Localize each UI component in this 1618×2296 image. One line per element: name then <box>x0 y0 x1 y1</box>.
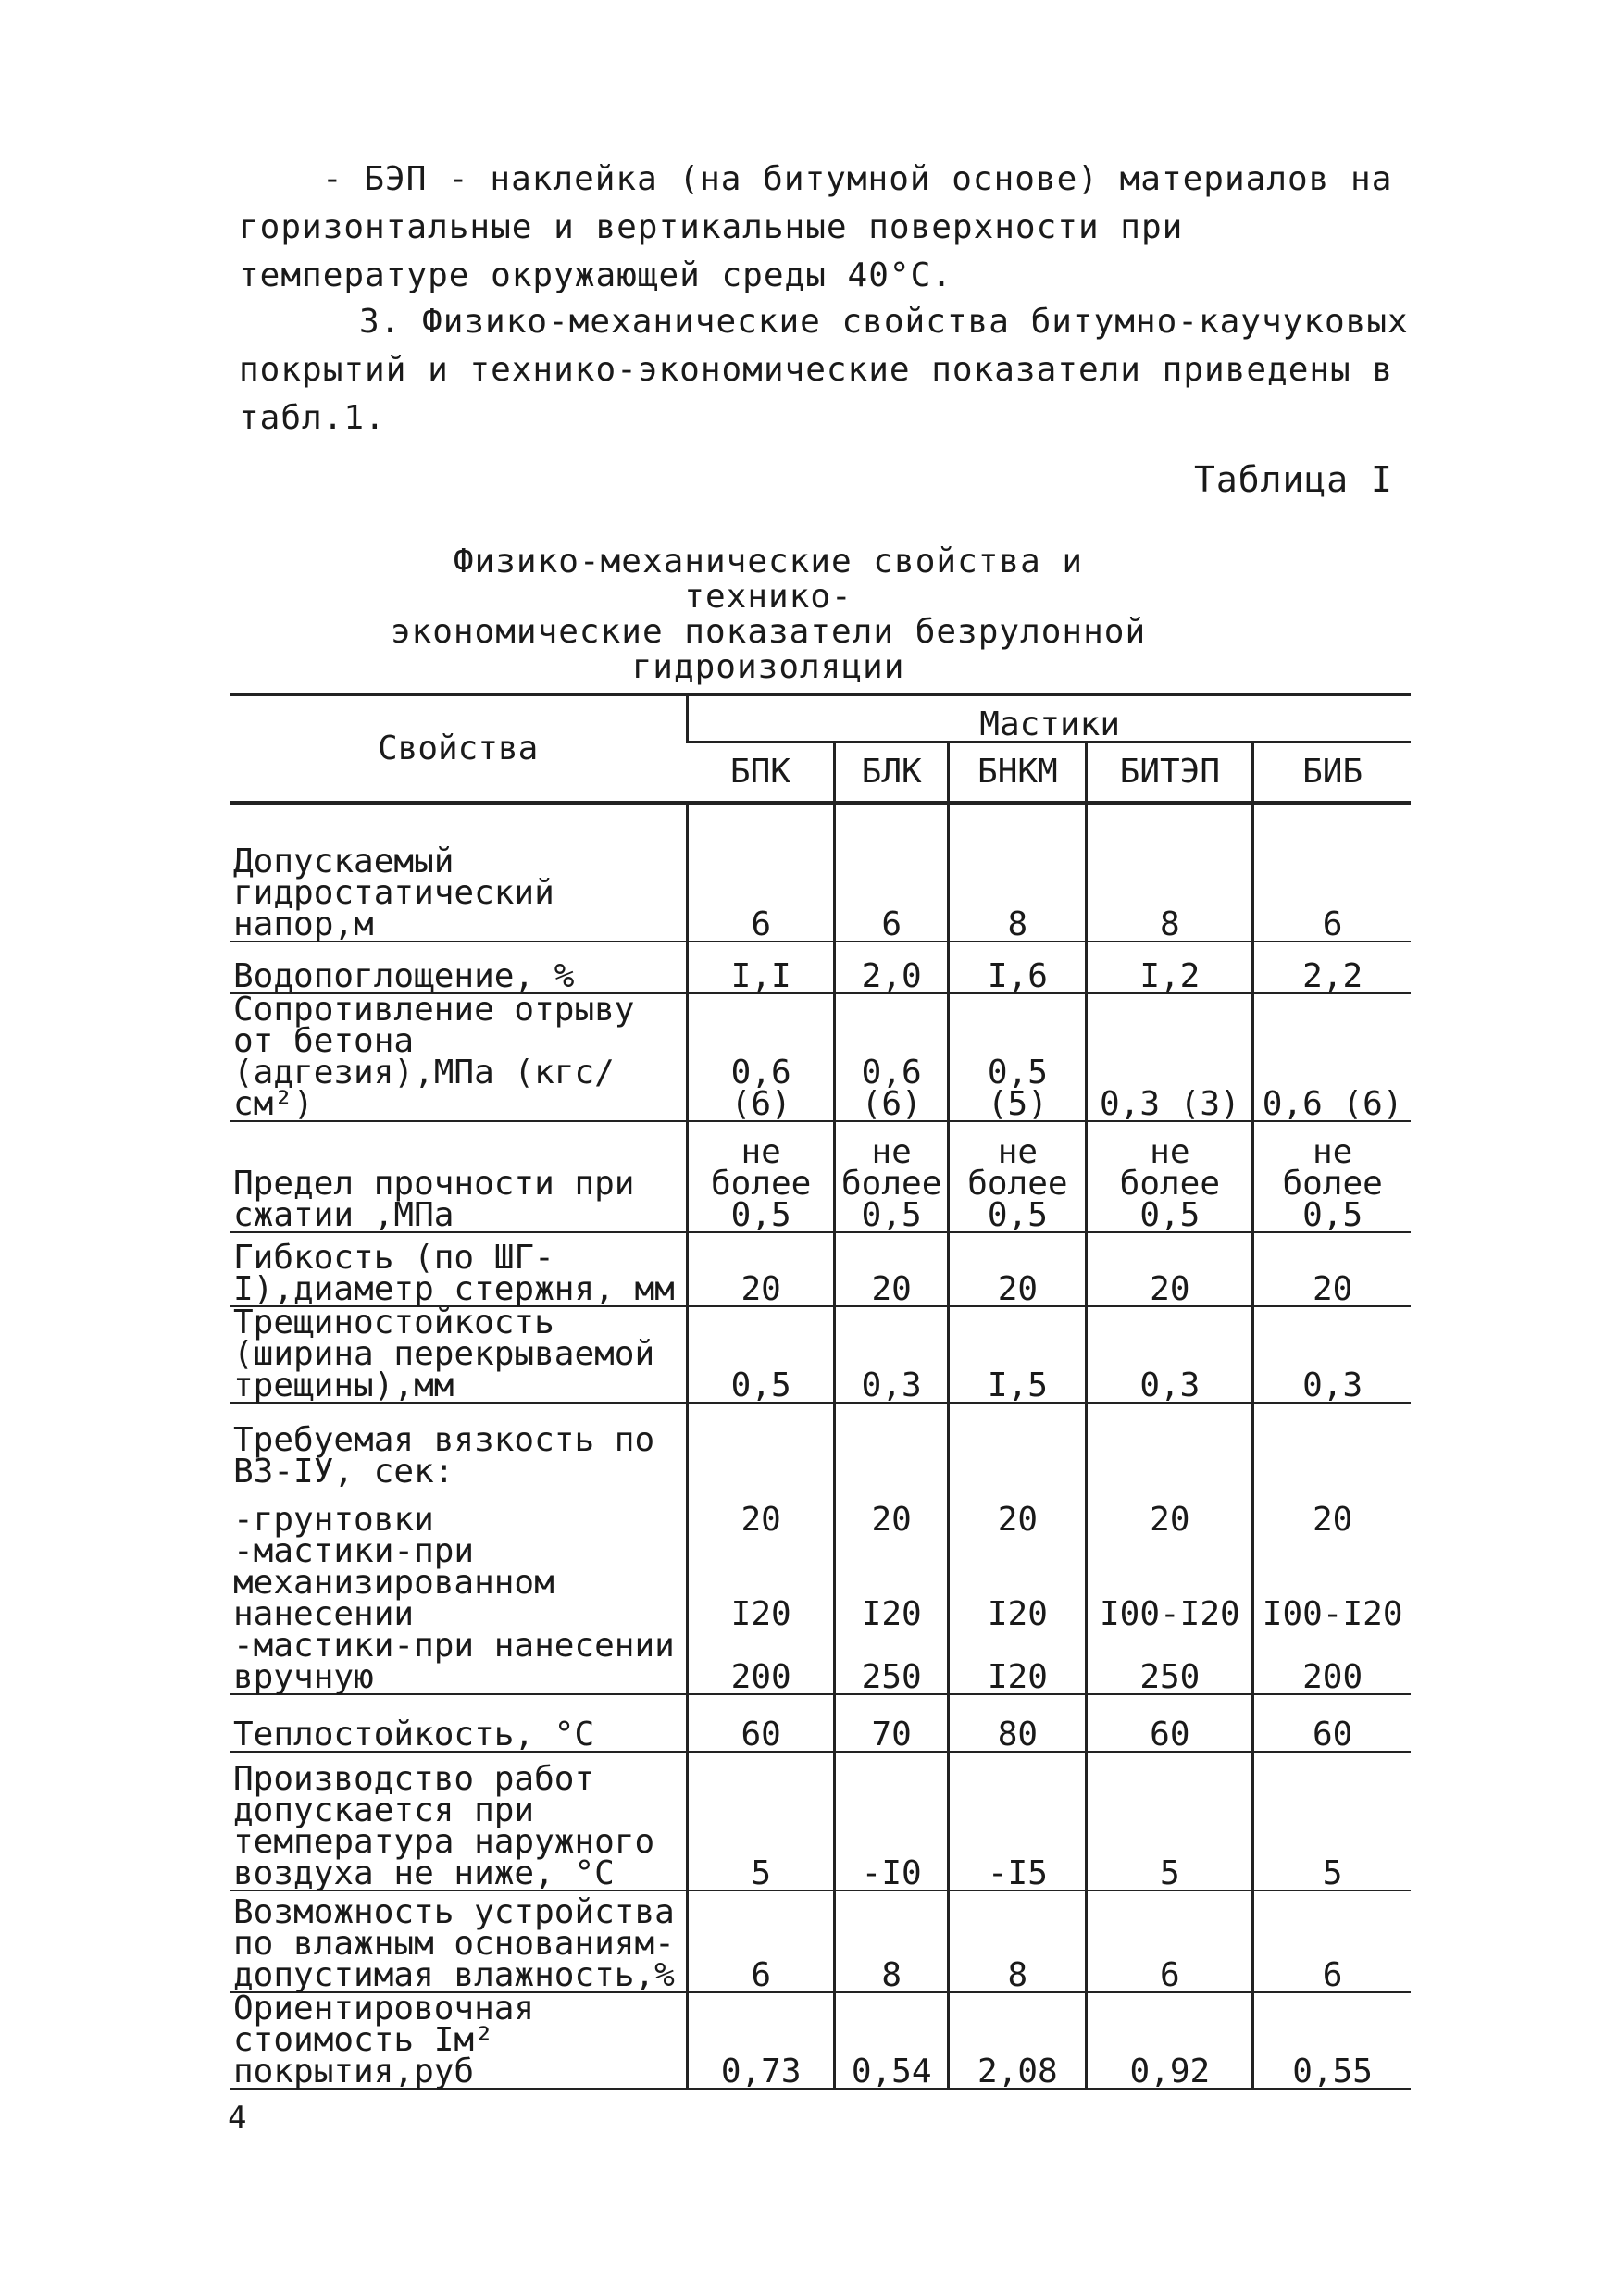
cell-value: не более 0,5 <box>949 1121 1087 1232</box>
row-label: Возможность устройства по влажным основаниям-допустимая влажность,% <box>233 1893 675 1994</box>
cell-value: 6 <box>1087 1890 1253 1992</box>
cell-value: 5 <box>1087 1752 1253 1890</box>
cell-value: I20 <box>949 1630 1087 1694</box>
column-header: БНКМ <box>949 742 1087 804</box>
cell-value: 20 <box>949 1232 1087 1306</box>
cell-value <box>688 1403 835 1488</box>
row-label: -мастики-при нанесении вручную <box>233 1627 675 1696</box>
cell-value: 20 <box>688 1488 835 1536</box>
cell-value: 200 <box>1253 1630 1411 1694</box>
cell-value: 20 <box>835 1232 949 1306</box>
cell-value: I,I <box>688 942 835 993</box>
cell-value: -I5 <box>949 1752 1087 1890</box>
row-label: Ориентировочная стоимость Iм² покрытия,руб <box>233 1990 535 2090</box>
row-label: -грунтовки <box>233 1501 434 1539</box>
cell-value <box>949 1403 1087 1488</box>
cell-value: 80 <box>949 1694 1087 1752</box>
header-mastics: Мастики <box>688 694 1411 742</box>
row-label: Трещиностойкость (ширина перекрываемой трещины),мм <box>233 1304 655 1404</box>
cell-value: 0,54 <box>835 1992 949 2090</box>
row-label: Требуемая вязкость по ВЗ-IУ, сек: <box>233 1421 655 1491</box>
cell-value: 60 <box>1253 1694 1411 1752</box>
row-label: Водопоглощение, % <box>233 957 575 995</box>
table-title <box>370 544 1166 685</box>
column-header: БПК <box>688 742 835 804</box>
table-row <box>230 1232 1411 1306</box>
row-label: -мастики-при механизированном нанесении <box>233 1532 554 1633</box>
paragraph-properties-ref <box>239 298 1414 443</box>
cell-value: 6 <box>688 1890 835 1992</box>
cell-value: 250 <box>835 1630 949 1694</box>
table-row <box>230 1488 1411 1536</box>
cell-value: 0,92 <box>1087 1992 1253 2090</box>
table-label: Таблица I <box>1194 459 1393 500</box>
cell-value: I00-I20 <box>1087 1536 1253 1630</box>
table-row <box>230 1694 1411 1752</box>
table-row <box>230 1306 1411 1403</box>
cell-value: 0,3 <box>835 1306 949 1403</box>
page-number: 4 <box>228 2100 247 2137</box>
cell-value: 5 <box>688 1752 835 1890</box>
cell-value: 2,0 <box>835 942 949 993</box>
cell-value: 8 <box>835 1890 949 1992</box>
cell-value: 250 <box>1087 1630 1253 1694</box>
cell-value: I,6 <box>949 942 1087 993</box>
cell-value: 60 <box>688 1694 835 1752</box>
cell-value: I20 <box>688 1536 835 1630</box>
cell-value: 20 <box>1253 1232 1411 1306</box>
table-row <box>230 803 1411 942</box>
column-header: БИБ <box>1253 742 1411 804</box>
cell-value: 2,2 <box>1253 942 1411 993</box>
cell-value <box>1253 1403 1411 1488</box>
cell-value: 8 <box>1087 803 1253 942</box>
row-label: Гибкость (по ШГ-I),диаметр стержня, мм <box>233 1239 675 1308</box>
table-row <box>230 1752 1411 1890</box>
table-body <box>230 803 1411 2090</box>
cell-value: I20 <box>835 1536 949 1630</box>
cell-value: не более 0,5 <box>1253 1121 1411 1232</box>
cell-value <box>835 1403 949 1488</box>
cell-value: 6 <box>835 803 949 942</box>
cell-value: 6 <box>1253 803 1411 942</box>
header-properties: Свойства <box>230 694 688 803</box>
table-row <box>230 1121 1411 1232</box>
cell-value: 0,5 <box>688 1306 835 1403</box>
cell-value: 0,6 (6) <box>688 993 835 1121</box>
cell-value: не более 0,5 <box>1087 1121 1253 1232</box>
table-title-line: Физико-механические свойства и технико- <box>453 543 1084 616</box>
table-title-line: экономические показатели безрулонной <box>390 613 1147 651</box>
properties-table <box>230 693 1411 2090</box>
cell-value: 0,3 <box>1253 1306 1411 1403</box>
table-title-line: гидроизоляции <box>631 648 905 686</box>
column-header: БИТЭП <box>1087 742 1253 804</box>
cell-value: 0,5 (5) <box>949 993 1087 1121</box>
cell-value: 20 <box>1087 1232 1253 1306</box>
cell-value: I,5 <box>949 1306 1087 1403</box>
cell-value: -I0 <box>835 1752 949 1890</box>
row-label: Предел прочности при сжатии ,МПа <box>233 1165 635 1234</box>
cell-value: 0,3 (3) <box>1087 993 1253 1121</box>
cell-value: 6 <box>688 803 835 942</box>
cell-value: 0,73 <box>688 1992 835 2090</box>
cell-value: 0,6 (6) <box>1253 993 1411 1121</box>
table-row <box>230 1992 1411 2090</box>
row-label: Теплостойкость, °С <box>233 1716 595 1753</box>
row-label: Сопротивление отрыву от бетона (адгезия),МПа (кгс/см²) <box>233 991 635 1123</box>
row-label: Допускаемый гидростатический напор,м <box>233 842 554 943</box>
cell-value: 8 <box>949 803 1087 942</box>
cell-value: 70 <box>835 1694 949 1752</box>
row-label: Производство работ допускается при температура наружного воздуха не ниже, °С <box>233 1760 655 1892</box>
paragraph-text: 3. Физико-механические свойства битумно-каучуковых покрытий и технико-экономические показатели приведены в табл.1. <box>239 303 1409 437</box>
cell-value: 5 <box>1253 1752 1411 1890</box>
cell-value: 6 <box>1253 1890 1411 1992</box>
paragraph-bep <box>239 156 1414 300</box>
cell-value: 20 <box>1087 1488 1253 1536</box>
cell-value: 2,08 <box>949 1992 1087 2090</box>
cell-value: 20 <box>835 1488 949 1536</box>
column-header: БЛК <box>835 742 949 804</box>
cell-value: 20 <box>949 1488 1087 1536</box>
cell-value: 20 <box>1253 1488 1411 1536</box>
cell-value: 60 <box>1087 1694 1253 1752</box>
cell-value: 8 <box>949 1890 1087 1992</box>
cell-value: не более 0,5 <box>688 1121 835 1232</box>
paragraph-text: - БЭП - наклейка (на битумной основе) материалов на горизонтальные и вертикальные поверхности при температуре окружающей среды 40°С. <box>239 160 1393 294</box>
cell-value: 0,55 <box>1253 1992 1411 2090</box>
cell-value: I,2 <box>1087 942 1253 993</box>
table-row <box>230 993 1411 1121</box>
cell-value: I20 <box>949 1536 1087 1630</box>
cell-value: 0,3 <box>1087 1306 1253 1403</box>
table-row <box>230 942 1411 993</box>
cell-value: 0,6 (6) <box>835 993 949 1121</box>
table-row <box>230 1630 1411 1694</box>
cell-value: 20 <box>688 1232 835 1306</box>
table-row <box>230 1536 1411 1630</box>
cell-value <box>1087 1403 1253 1488</box>
table-row <box>230 1890 1411 1992</box>
table-row <box>230 1403 1411 1488</box>
cell-value: не более 0,5 <box>835 1121 949 1232</box>
cell-value: 200 <box>688 1630 835 1694</box>
cell-value: I00-I20 <box>1253 1536 1411 1630</box>
